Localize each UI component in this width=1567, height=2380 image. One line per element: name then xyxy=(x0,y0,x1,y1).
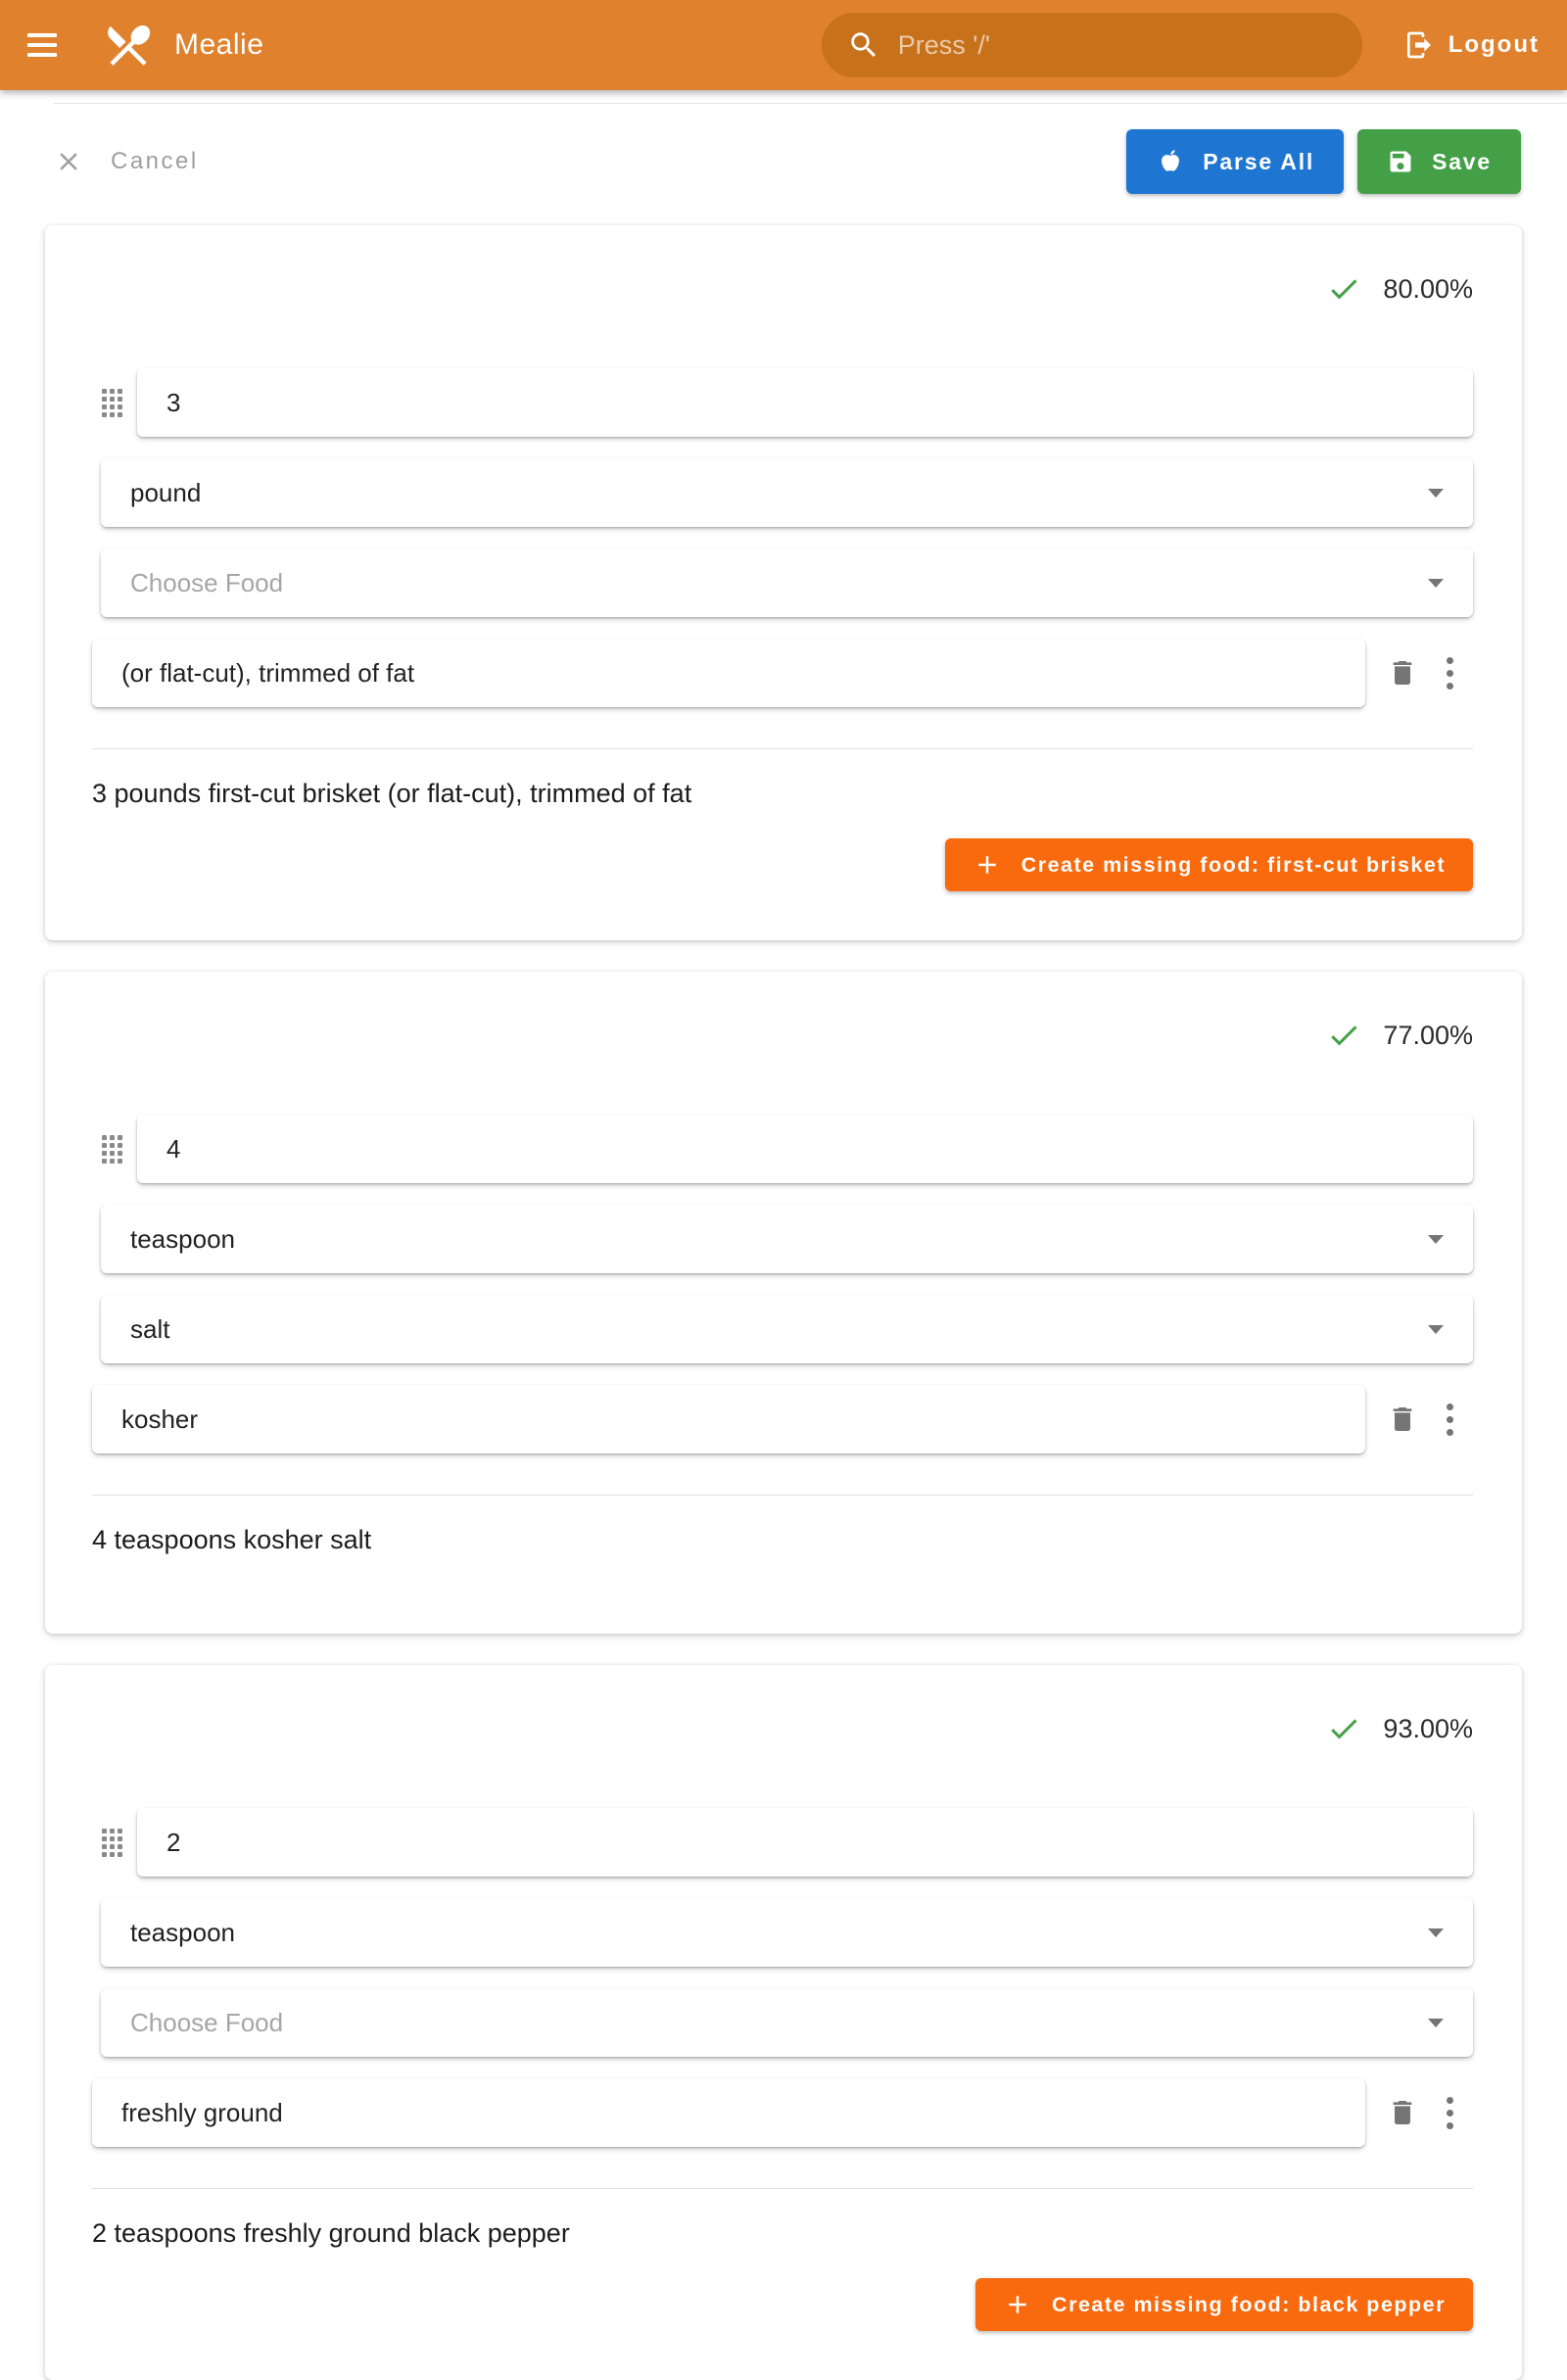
parser-toolbar xyxy=(0,104,1567,194)
quantity-input[interactable]: 2 xyxy=(137,1808,1473,1877)
delete-button[interactable] xyxy=(1379,649,1426,696)
logout-button[interactable] xyxy=(1403,29,1540,61)
app-title: Mealie xyxy=(174,28,264,61)
save-button[interactable] xyxy=(1357,129,1521,194)
food-row xyxy=(92,1988,1473,2057)
apple-icon xyxy=(1156,147,1185,176)
delete-button[interactable] xyxy=(1379,1396,1426,1443)
food-select[interactable]: salt xyxy=(101,1295,1473,1363)
save-label: Save xyxy=(1432,148,1492,174)
note-input[interactable]: (or flat-cut), trimmed of fat xyxy=(92,639,1365,707)
create-missing-food-button[interactable]: Create missing food: first-cut brisket xyxy=(945,838,1473,891)
confidence-value: 93.00% xyxy=(1383,1713,1473,1743)
search-input[interactable] xyxy=(822,13,1362,77)
ingredient-card xyxy=(45,972,1522,1634)
drag-dots-icon[interactable] xyxy=(92,1829,137,1857)
quantity-row xyxy=(92,368,1473,437)
divider xyxy=(92,2188,1473,2189)
check-icon xyxy=(1326,271,1361,307)
note-row xyxy=(92,2078,1473,2147)
parse-all-button[interactable] xyxy=(1126,129,1344,194)
original-ingredient-text: 4 teaspoons kosher salt xyxy=(92,1525,372,1554)
quantity-row xyxy=(92,1115,1473,1183)
caret-down-icon xyxy=(1428,1928,1444,1937)
parse-all-label: Parse All xyxy=(1203,148,1315,174)
confidence-value: 77.00% xyxy=(1383,1020,1473,1050)
quantity-row xyxy=(92,1808,1473,1877)
note-row xyxy=(92,639,1473,707)
plus-icon xyxy=(1003,2290,1032,2319)
confidence-row xyxy=(92,1017,1473,1054)
ingredient-card xyxy=(45,225,1522,940)
food-select[interactable]: Choose Food xyxy=(101,1988,1473,2057)
save-floppy-icon xyxy=(1387,148,1414,175)
search-placeholder: Press '/' xyxy=(897,29,991,60)
caret-down-icon xyxy=(1428,579,1444,588)
search-icon xyxy=(847,28,880,62)
unit-select[interactable]: pound xyxy=(101,458,1473,527)
caret-down-icon xyxy=(1428,2019,1444,2027)
note-row xyxy=(92,1385,1473,1453)
cancel-label: Cancel xyxy=(111,148,199,174)
quantity-input[interactable]: 3 xyxy=(137,368,1473,437)
plus-icon xyxy=(973,850,1002,880)
ingredient-list xyxy=(0,225,1567,2380)
food-row xyxy=(92,548,1473,617)
original-ingredient-text: 3 pounds first-cut brisket (or flat-cut), trimmed of fat xyxy=(92,779,692,808)
mealie-logo-silverware-icon xyxy=(100,17,157,73)
cancel-button[interactable] xyxy=(54,147,199,176)
note-input[interactable]: kosher xyxy=(92,1385,1365,1453)
check-icon xyxy=(1326,1018,1361,1053)
delete-button[interactable] xyxy=(1379,2089,1426,2136)
close-icon xyxy=(54,147,83,176)
food-select[interactable]: Choose Food xyxy=(101,548,1473,617)
check-icon xyxy=(1326,1711,1361,1746)
unit-row xyxy=(92,458,1473,527)
logout-label: Logout xyxy=(1448,31,1540,58)
divider xyxy=(92,748,1473,749)
food-row xyxy=(92,1295,1473,1363)
unit-row xyxy=(92,1898,1473,1967)
original-ingredient-text: 2 teaspoons freshly ground black pepper xyxy=(92,2218,570,2248)
kebab-menu-button[interactable] xyxy=(1426,649,1473,696)
unit-row xyxy=(92,1205,1473,1273)
divider xyxy=(92,1495,1473,1496)
caret-down-icon xyxy=(1428,1325,1444,1334)
confidence-value: 80.00% xyxy=(1383,273,1473,304)
logout-icon xyxy=(1403,29,1435,61)
unit-select[interactable]: teaspoon xyxy=(101,1205,1473,1273)
create-missing-food-button[interactable]: Create missing food: black pepper xyxy=(975,2278,1473,2331)
app-header xyxy=(0,0,1567,90)
kebab-menu-button[interactable] xyxy=(1426,1396,1473,1443)
kebab-menu-button[interactable] xyxy=(1426,2089,1473,2136)
confidence-row xyxy=(92,270,1473,308)
unit-select[interactable]: teaspoon xyxy=(101,1898,1473,1967)
caret-down-icon xyxy=(1428,489,1444,498)
ingredient-card xyxy=(45,1665,1522,2380)
drag-dots-icon[interactable] xyxy=(92,389,137,417)
confidence-row xyxy=(92,1710,1473,1747)
caret-down-icon xyxy=(1428,1235,1444,1244)
drag-dots-icon[interactable] xyxy=(92,1135,137,1164)
menu-icon[interactable] xyxy=(27,24,71,67)
note-input[interactable]: freshly ground xyxy=(92,2078,1365,2147)
quantity-input[interactable]: 4 xyxy=(137,1115,1473,1183)
